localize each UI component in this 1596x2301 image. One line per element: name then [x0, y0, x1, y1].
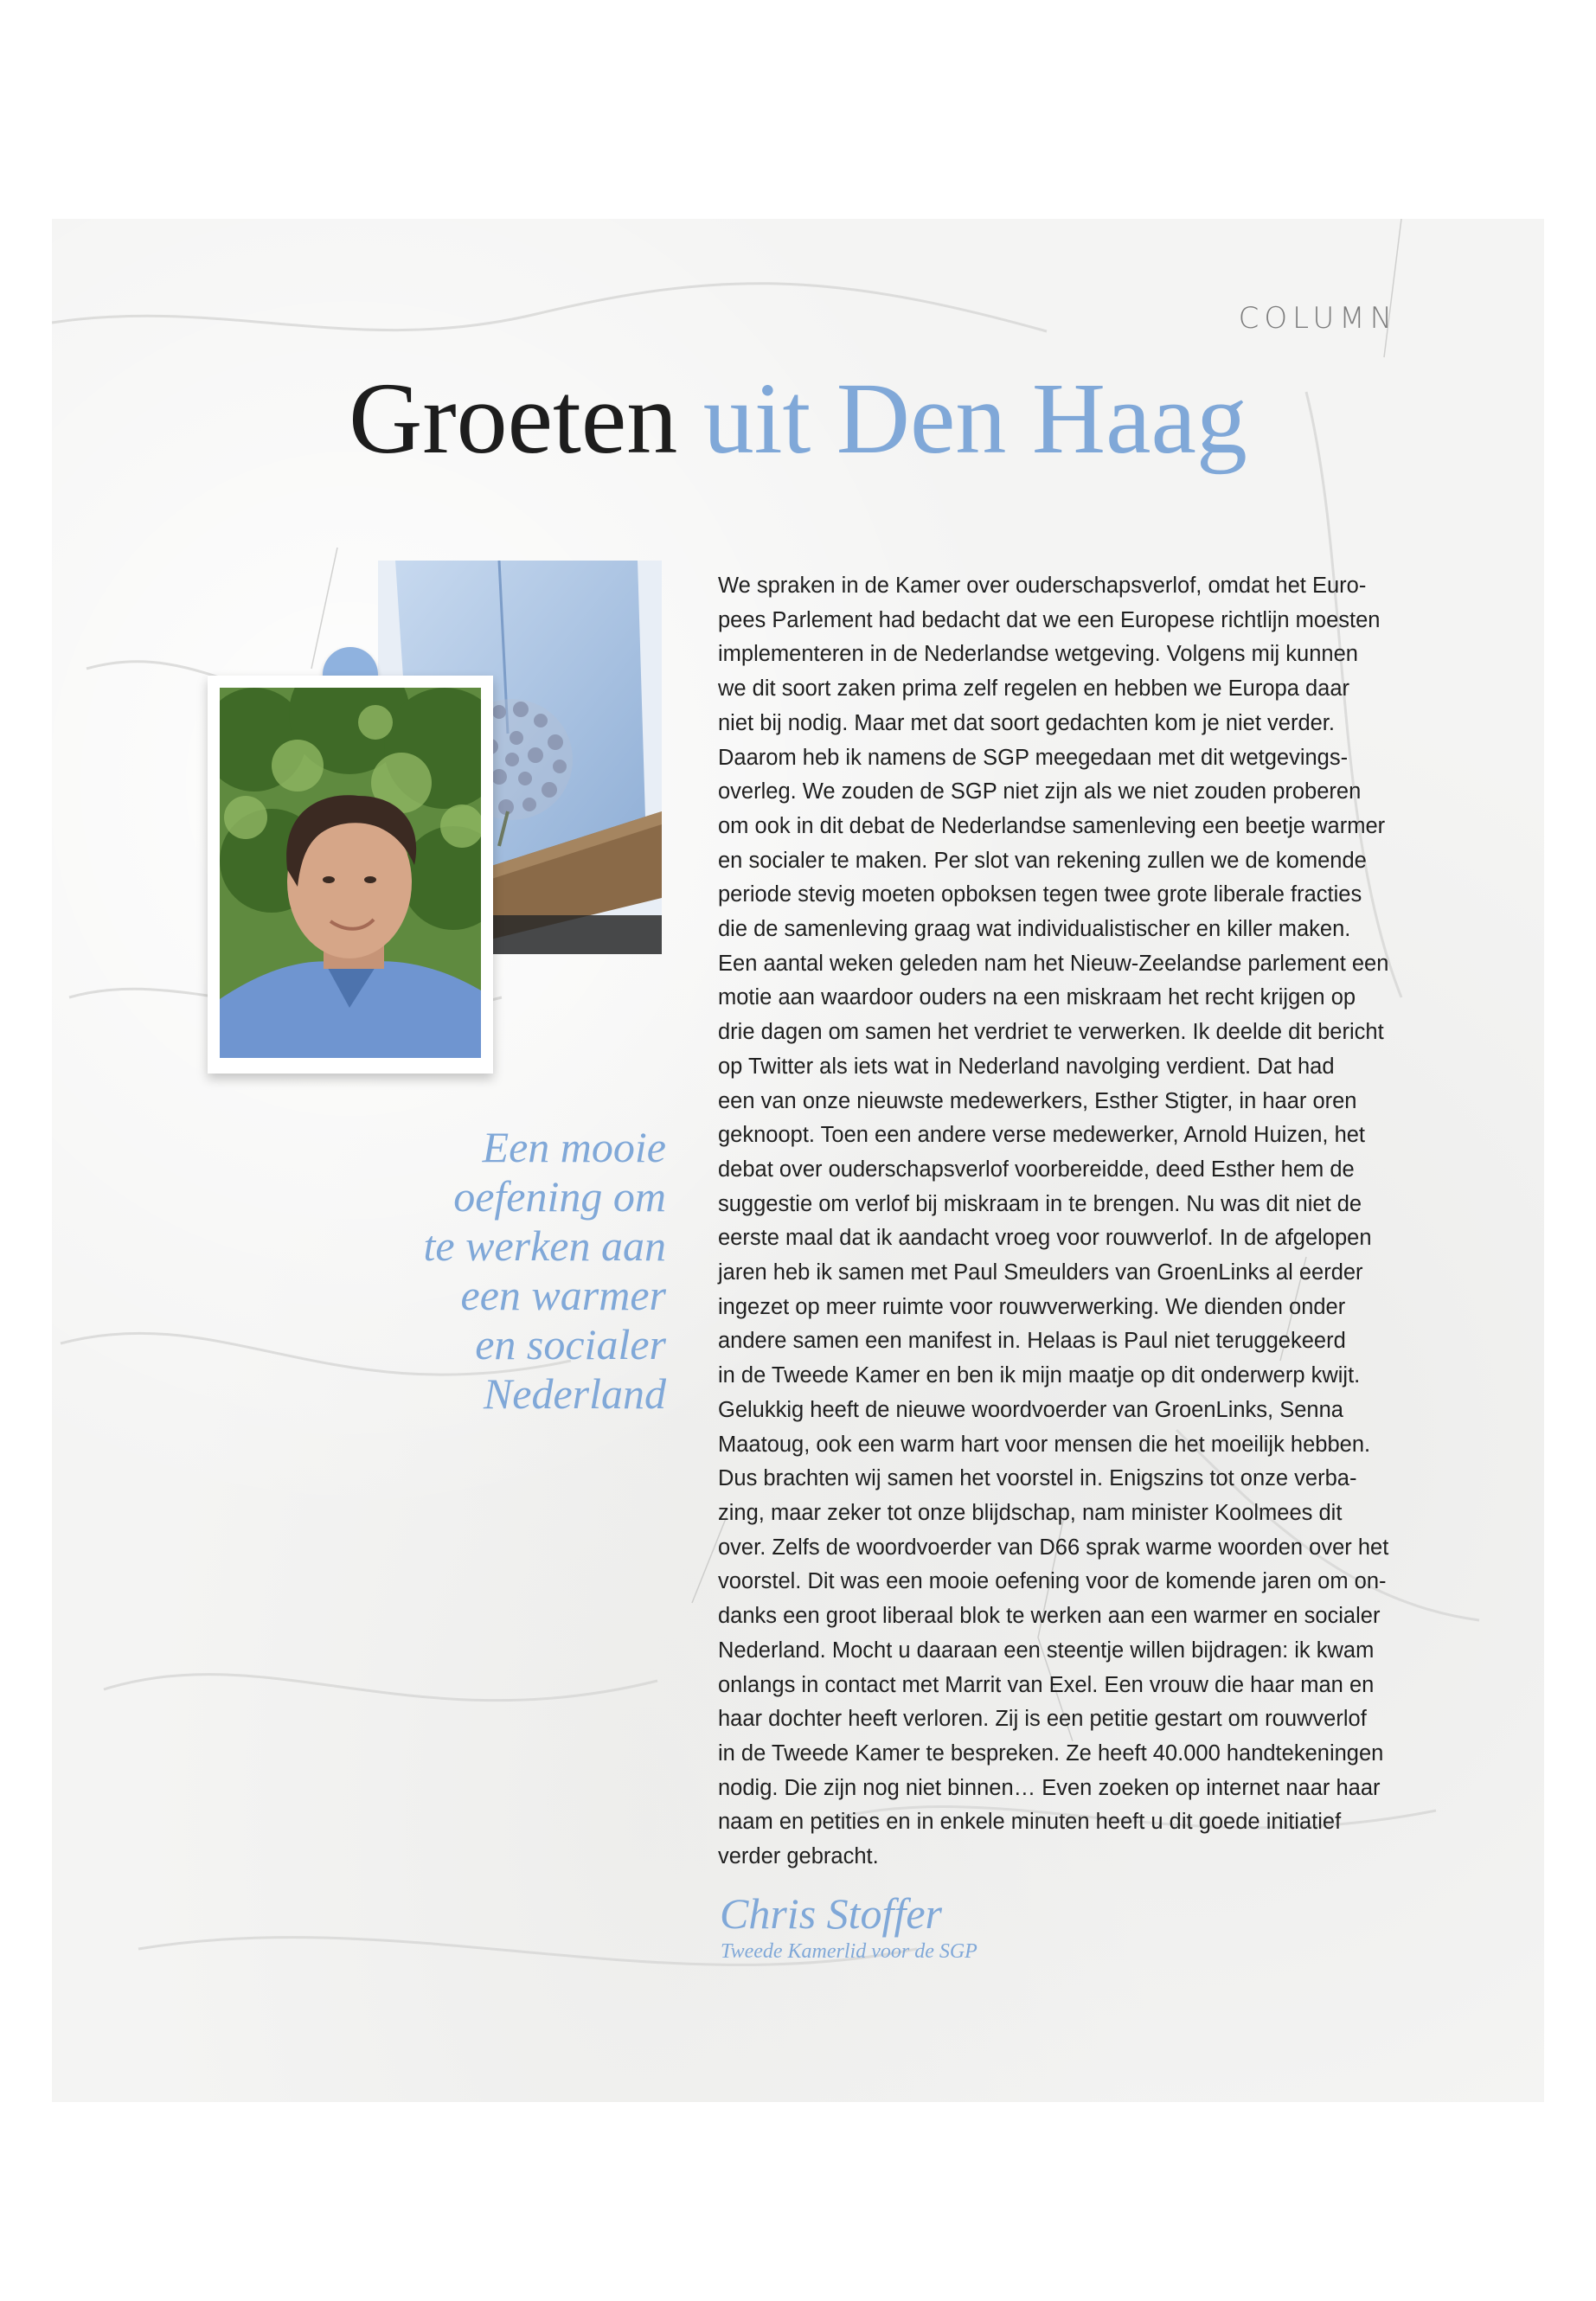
page-title	[52, 362, 1544, 475]
body-line: Daarom heb ik namens de SGP meegedaan met dit wetgevings-	[718, 745, 1349, 770]
body-line: voorstel. Dit was een mooie oefening voor de komende jaren om on-	[718, 1569, 1387, 1594]
pull-quote-line: en socialer	[475, 1320, 666, 1368]
body-line: Dus brachten wij samen het voorstel in. Enigszins tot onze verba-	[718, 1466, 1357, 1491]
author-name: Chris Stoffer	[720, 1889, 942, 1938]
body-line: pees Parlement had bedacht dat we een Europese richtlijn moesten	[718, 607, 1381, 632]
body-line: We spraken in de Kamer over ouderschapsverlof, omdat het Euro-	[718, 574, 1367, 598]
body-line: eerste maal dat ik aandacht vroeg voor rouwverlof. In de afgelopen	[718, 1226, 1372, 1251]
column-body	[718, 569, 1436, 1875]
body-line: om ook in dit debat de Nederlandse samenleving een beetje warmer	[718, 813, 1386, 838]
body-line: overleg. We zouden de SGP niet zijn als we niet zouden proberen	[718, 779, 1362, 804]
pull-quote-line: Nederland	[483, 1369, 666, 1418]
page-panel	[52, 219, 1544, 2102]
section-kicker: COLUMN	[1238, 301, 1397, 336]
body-line: Nederland. Mocht u daaraan een steentje willen bijdragen: ik kwam	[718, 1638, 1375, 1663]
body-line: zing, maar zeker tot onze blijdschap, nam minister Koolmees dit	[718, 1500, 1343, 1525]
body-line: jaren heb ik samen met Paul Smeulders van GroenLinks al eerder	[718, 1260, 1363, 1285]
body-line: Maatoug, ook een warm hart voor mensen die het moeilijk hebben.	[718, 1432, 1371, 1457]
body-line: Een aantal weken geleden nam het Nieuw-Zeelandse parlement een	[718, 951, 1389, 976]
body-line: naam en petities en in enkele minuten heeft u dit goede initiatief	[718, 1810, 1342, 1835]
body-line: debat over ouderschapsverlof voorbereidde, deed Esther hem de	[718, 1157, 1355, 1182]
pull-quote-line: te werken aan	[423, 1221, 666, 1270]
portrait-photo	[208, 676, 493, 1074]
body-line: andere samen een manifest in. Helaas is Paul niet teruggekeerd	[718, 1329, 1346, 1354]
body-line: over. Zelfs de woordvoerder van D66 sprak warme woorden over het	[718, 1535, 1389, 1560]
body-line: ingezet op meer ruimte voor rouwverwerking. We dienden onder	[718, 1294, 1346, 1319]
title-main: Groeten	[349, 362, 678, 475]
body-line: en socialer te maken. Per slot van rekening zullen we de komende	[718, 848, 1367, 873]
body-line: drie dagen om samen het verdriet te verwerken. Ik deelde dit bericht	[718, 1020, 1384, 1045]
body-line: verder gebracht.	[718, 1844, 879, 1869]
body-line: implementeren in de Nederlandse wetgeving. Volgens mij kunnen	[718, 642, 1358, 667]
author-role: Tweede Kamerlid voor de SGP	[721, 1940, 977, 1963]
body-line: danks een groot liberaal blok te werken aan een warmer en socialer	[718, 1604, 1381, 1629]
body-line: haar dochter heeft verloren. Zij is een petitie gestart om rouwverlof	[718, 1707, 1367, 1732]
body-line: nodig. Die zijn nog niet binnen… Even zoeken op internet naar haar	[718, 1775, 1381, 1800]
body-line: Gelukkig heeft de nieuwe woordvoerder van GroenLinks, Senna	[718, 1397, 1343, 1422]
body-line: onlangs in contact met Marrit van Exel. Een vrouw die haar man en	[718, 1672, 1375, 1697]
body-line: niet bij nodig. Maar met dat soort gedachten kom je niet verder.	[718, 710, 1335, 735]
body-line: we dit soort zaken prima zelf regelen en hebben we Europa daar	[718, 676, 1350, 702]
body-line: in de Tweede Kamer en ben ik mijn maatje op dit onderwerp kwijt.	[718, 1363, 1361, 1388]
body-line: op Twitter als iets wat in Nederland navolging verdient. Dat had	[718, 1054, 1335, 1079]
body-line: motie aan waardoor ouders na een miskraam het recht krijgen op	[718, 985, 1356, 1010]
body-line: die de samenleving graag wat individualistischer en killer maken.	[718, 917, 1351, 942]
pull-quote	[294, 1123, 666, 1419]
body-line: een van onze nieuwste medewerkers, Esther Stigter, in haar oren	[718, 1088, 1357, 1113]
pull-quote-line: oefening om	[453, 1172, 666, 1221]
title-accent: uit Den Haag	[702, 362, 1247, 475]
body-line: geknoopt. Toen een andere verse medewerker, Arnold Huizen, het	[718, 1123, 1366, 1148]
pull-quote-line: Een mooie	[482, 1123, 666, 1171]
body-line: periode stevig moeten opboksen tegen twee grote liberale fracties	[718, 882, 1362, 907]
body-line: in de Tweede Kamer te bespreken. Ze heeft 40.000 handtekeningen	[718, 1740, 1384, 1766]
body-line: suggestie om verlof bij miskraam in te brengen. Nu was dit niet de	[718, 1191, 1362, 1216]
pull-quote-line: een warmer	[460, 1271, 666, 1319]
